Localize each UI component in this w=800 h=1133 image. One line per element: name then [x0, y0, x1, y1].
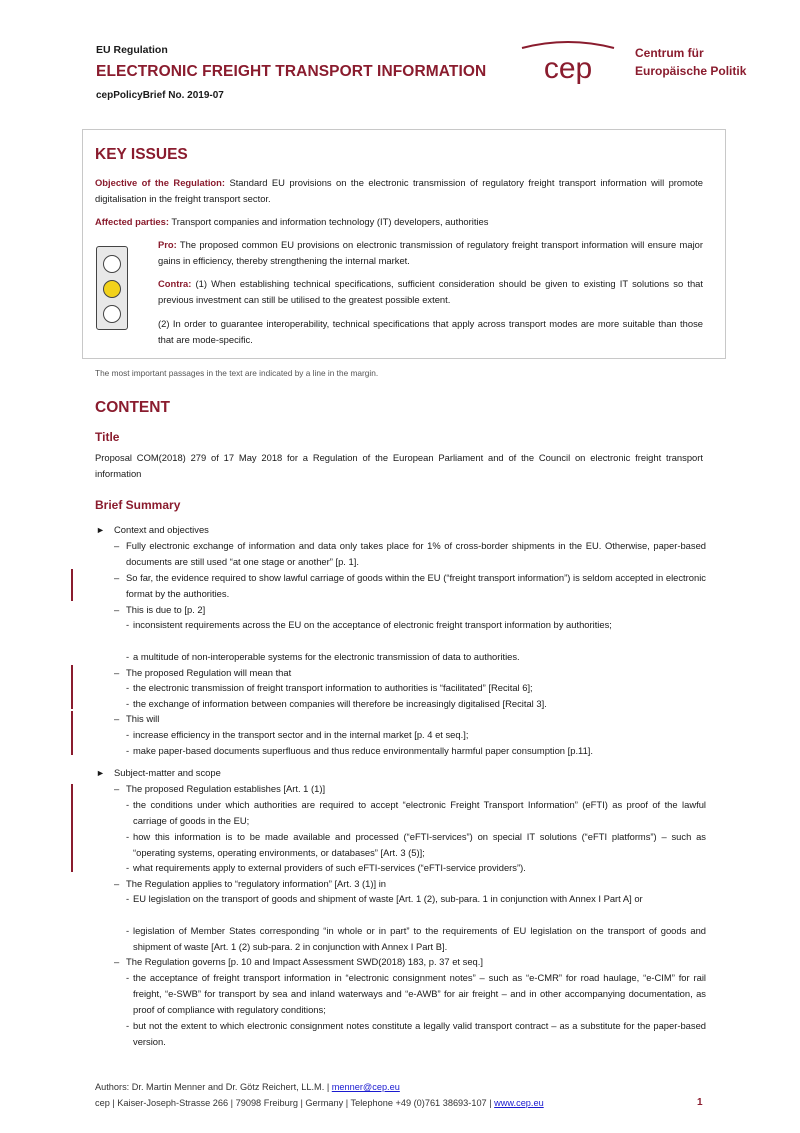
contra-label: Contra: [158, 278, 192, 289]
content-heading: CONTENT [95, 399, 170, 416]
logo-wordmark: cep [543, 52, 593, 85]
document-category: EU Regulation [96, 44, 168, 56]
org-name-line2: Europäische Politik [635, 64, 747, 78]
dash-marker: – [114, 572, 120, 583]
website-link[interactable]: www.cep.eu [494, 1098, 544, 1108]
objective-paragraph [95, 175, 703, 207]
section-heading-context: Context and objectives [114, 524, 209, 535]
sub-marker: - [126, 729, 130, 740]
brief-number: cepPolicyBrief No. 2019-07 [96, 90, 224, 101]
contra2-paragraph: (2) In order to guarantee interoperability, technical specifications that apply across transport modes are more suitable than those that are mode-specific. [158, 318, 703, 345]
dash-marker: – [114, 604, 120, 615]
page-number: 1 [697, 1097, 703, 1108]
sub-list-item: what requirements apply to external providers of such eFTI-services (“eFTI-service providers”). [133, 862, 526, 873]
title-heading: Title [95, 430, 120, 444]
sub-list-item: increase efficiency in the transport sector and in the internal market [p. 4 et seq.]; [133, 729, 469, 740]
bullet-arrow-icon: ► [96, 525, 105, 535]
sub-marker: - [126, 893, 130, 904]
traffic-light-middle-yellow [103, 280, 121, 298]
sub-list-item: but not the extent to which electronic consignment notes constitute a legally valid transport contract – as a substitute for the paper-based version. [133, 1020, 706, 1047]
footer-address [95, 1098, 544, 1108]
sub-list-item: legislation of Member States corresponding “in whole or in part” to the requirements of EU legislation on the transport of goods and shipment of waste [Art. 1 (2) sub-para. 2 in conjunction with Annex I Part B]. [133, 925, 706, 952]
sub-marker: - [126, 862, 130, 873]
dash-marker: – [114, 878, 120, 889]
list-item: The proposed Regulation will mean that [126, 667, 292, 678]
dash-marker: – [114, 667, 120, 678]
dash-marker: – [114, 956, 120, 967]
sub-marker: - [126, 1020, 130, 1031]
sub-list-item: a multitude of non-interoperable systems for the electronic transmission of data to authorities. [133, 651, 520, 662]
address-text: cep | Kaiser-Joseph-Strasse 266 | 79098 Freiburg | Germany | Telephone +49 (0)761 38693-107 | [95, 1098, 495, 1108]
list-item: The proposed Regulation establishes [Art. 1 (1)] [126, 783, 326, 794]
org-name [635, 44, 746, 80]
dash-marker: – [114, 713, 120, 724]
objective-text: Standard EU provisions on the electronic transmission of regulatory freight transport information will promote digitalisation in the freight transport sector. [95, 177, 703, 204]
sub-marker: - [126, 799, 130, 810]
org-name-line1: Centrum für [635, 46, 704, 60]
cep-logo [518, 38, 618, 86]
section-heading-subject: Subject-matter and scope [114, 767, 221, 778]
sub-marker: - [126, 925, 130, 936]
traffic-light-icon [96, 246, 128, 330]
margin-importance-bar [71, 784, 73, 872]
sub-marker: - [126, 972, 130, 983]
author-email-link[interactable]: menner@cep.eu [331, 1082, 400, 1092]
list-item: This will [126, 713, 160, 724]
affected-label: Affected parties: [95, 216, 169, 227]
list-item: So far, the evidence required to show lawful carriage of goods within the EU (“freight transport information”) is seldom accepted in electronic format by the authorities. [126, 572, 706, 599]
sub-marker: - [126, 745, 130, 756]
pro-paragraph [158, 237, 703, 269]
traffic-light-top [103, 255, 121, 273]
sub-marker: - [126, 651, 130, 662]
contra-text: (1) When establishing technical specifications, sufficient consideration should be given to existing IT solutions so that previous investment can still be utilised to the greatest possible extent. [158, 278, 703, 305]
margin-importance-bar [71, 569, 73, 601]
sub-marker: - [126, 698, 130, 709]
list-item: The Regulation governs [p. 10 and Impact Assessment SWD(2018) 183, p. 37 et seq.] [126, 956, 483, 967]
affected-text: Transport companies and information technology (IT) developers, authorities [168, 216, 489, 227]
contra-paragraph [158, 276, 703, 308]
sub-marker: - [126, 619, 130, 630]
sub-list-item: the exchange of information between companies will therefore be increasingly digitalised [Recital 3]. [133, 698, 547, 709]
sub-list-item: the conditions under which authorities are required to accept “electronic Freight Transport Information” (eFTI) as proof of the lawful carriage of goods in the EU; [133, 799, 706, 826]
footer-authors [95, 1082, 400, 1092]
document-title: ELECTRONIC FREIGHT TRANSPORT INFORMATION [96, 63, 487, 80]
list-item: The Regulation applies to “regulatory information” [Art. 3 (1)] in [126, 878, 387, 889]
sub-marker: - [126, 682, 130, 693]
bullet-arrow-icon: ► [96, 768, 105, 778]
authors-text: Authors: Dr. Martin Menner and Dr. Götz Reichert, LL.M. | [95, 1082, 332, 1092]
summary-heading: Brief Summary [95, 498, 181, 512]
sub-list-item: EU legislation on the transport of goods and shipment of waste [Art. 1 (2), sub-para. 1 in conjunction with Annex I Part A] or [133, 893, 643, 904]
sub-list-item: the electronic transmission of freight transport information to authorities is “facilitated” [Recital 6]; [133, 682, 533, 693]
traffic-light-bottom [103, 305, 121, 323]
sub-list-item: the acceptance of freight transport information in “electronic consignment notes” – such as “e-CMR” for road haulage, “e-CIM” for rail freight, “e-SWB” for transport by sea and inland waterways and “e-AWB” for air freight – and in other accompanying documentation, as proof of compliance with regulatory conditions; [133, 972, 706, 1015]
margin-importance-bar [71, 711, 73, 755]
dash-marker: – [114, 783, 120, 794]
objective-label: Objective of the Regulation: [95, 177, 225, 188]
list-item: Fully electronic exchange of information and data only takes place for 1% of cross-border shipments in the EU. Otherwise, paper-based documents are still used “at one stage or another” [p. 1]. [126, 540, 706, 567]
list-item: This is due to [p. 2] [126, 604, 206, 615]
pro-label: Pro: [158, 239, 177, 250]
key-issues-heading: KEY ISSUES [95, 146, 188, 163]
sub-list-item: make paper-based documents superfluous and thus reduce environmentally harmful paper consumption [p.11]. [133, 745, 593, 756]
pro-text: The proposed common EU provisions on electronic transmission of regulatory freight transport information will ensure major gains in efficiency, thereby strengthening the internal market. [158, 239, 703, 266]
affected-paragraph [95, 214, 703, 230]
dash-marker: – [114, 540, 120, 551]
margin-note: The most important passages in the text are indicated by a line in the margin. [95, 368, 379, 378]
sub-list-item: inconsistent requirements across the EU on the acceptance of electronic freight transport information by authorities; [133, 619, 612, 630]
margin-importance-bar [71, 665, 73, 709]
sub-list-item: how this information is to be made available and processed (“eFTI-services”) on special IT solutions (“eFTI platforms”) – such as “operating systems, operating environments, or databases” [Art. 3 (5)]; [133, 831, 706, 858]
sub-marker: - [126, 831, 130, 842]
title-text: Proposal COM(2018) 279 of 17 May 2018 for a Regulation of the European Parliament and of the Council on electronic freight transport information [95, 452, 703, 479]
